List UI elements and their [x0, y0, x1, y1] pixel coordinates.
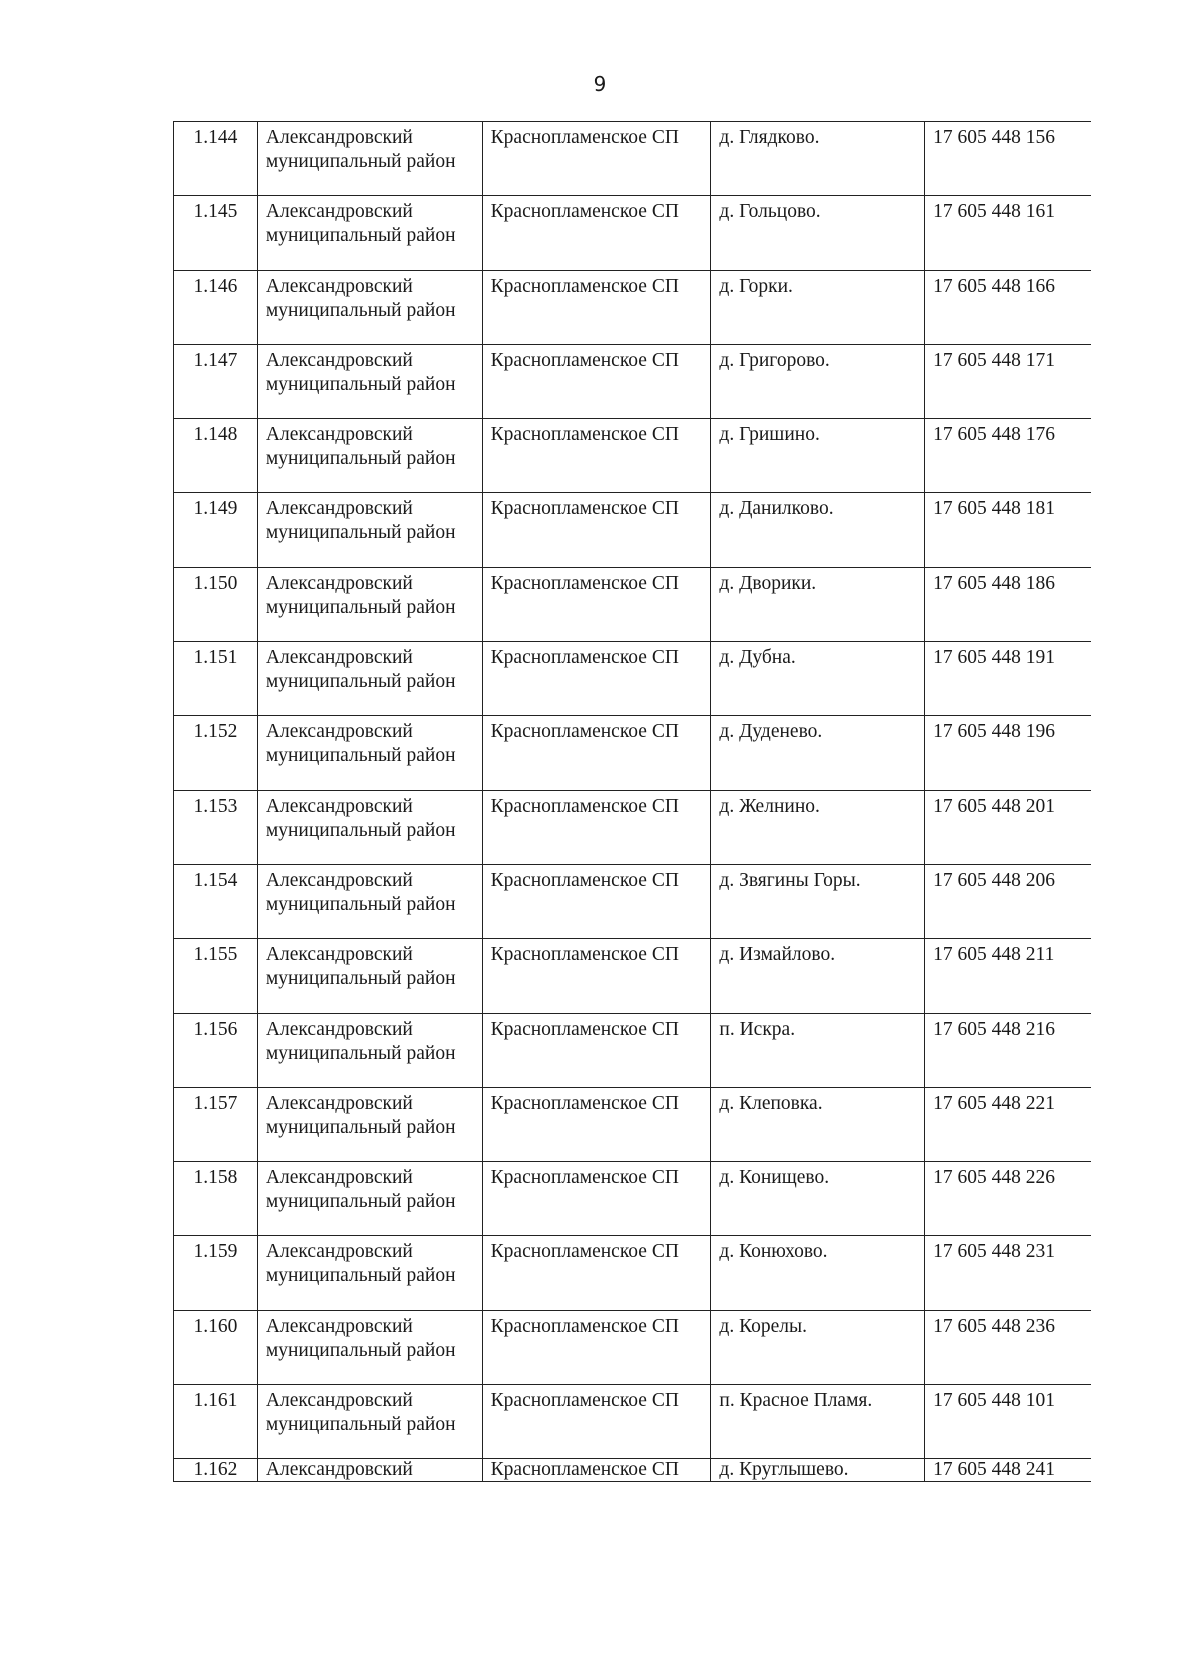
code-cell: 17 605 448 221	[933, 1092, 1056, 1114]
settlements-table	[173, 121, 1091, 1482]
row-number-cell: 1.154	[174, 865, 258, 938]
settlement-cell: Краснопламенское СП	[483, 1236, 712, 1309]
locality-cell: д. Измайлово.	[711, 939, 925, 1012]
code-cell: 17 605 448 206	[933, 869, 1056, 891]
table-row	[174, 715, 1091, 789]
settlement-cell: Краснопламенское СП	[483, 716, 712, 789]
settlement-cell: Краснопламенское СП	[483, 419, 712, 492]
municipality-cell: Александровский	[258, 1459, 483, 1481]
code-cell: 17 605 448 226	[933, 1167, 1056, 1189]
code-cell: 17 605 448 241	[933, 1459, 1056, 1481]
settlement-cell: Краснопламенское СП	[483, 1014, 712, 1087]
table-row	[174, 195, 1091, 269]
row-number-cell: 1.145	[174, 196, 258, 269]
table-row	[174, 938, 1091, 1012]
code-cell: 17 605 448 186	[933, 572, 1056, 594]
row-number-cell: 1.156	[174, 1014, 258, 1087]
row-number-cell: 1.157	[174, 1088, 258, 1161]
settlement-cell: Краснопламенское СП	[483, 271, 712, 344]
municipality-cell: Александровский муниципальный район	[258, 419, 483, 492]
code-cell: 17 605 448 191	[933, 647, 1056, 669]
municipality-cell: Александровский муниципальный район	[258, 345, 483, 418]
row-number-cell: 1.161	[174, 1385, 258, 1458]
table-row	[174, 1161, 1091, 1235]
locality-cell: д. Горки.	[711, 271, 925, 344]
table-row	[174, 864, 1091, 938]
municipality-cell: Александровский муниципальный район	[258, 1014, 483, 1087]
code-cell: 17 605 448 166	[933, 275, 1056, 297]
settlement-cell: Краснопламенское СП	[483, 493, 712, 566]
locality-cell: п. Красное Пламя.	[711, 1385, 925, 1458]
locality-cell: д. Гольцово.	[711, 196, 925, 269]
table-row	[174, 1235, 1091, 1309]
municipality-cell: Александровский муниципальный район	[258, 716, 483, 789]
municipality-cell: Александровский муниципальный район	[258, 271, 483, 344]
settlement-cell: Краснопламенское СП	[483, 791, 712, 864]
locality-cell: д. Корелы.	[711, 1311, 925, 1384]
locality-cell: д. Желнино.	[711, 791, 925, 864]
row-number-cell: 1.160	[174, 1311, 258, 1384]
settlement-cell: Краснопламенское СП	[483, 196, 712, 269]
locality-cell: д. Дуденево.	[711, 716, 925, 789]
table-row	[174, 1310, 1091, 1384]
table-row	[174, 1458, 1091, 1481]
settlement-cell: Краснопламенское СП	[483, 1385, 712, 1458]
locality-cell: д. Дворики.	[711, 568, 925, 641]
row-number-cell: 1.146	[174, 271, 258, 344]
municipality-cell: Александровский муниципальный район	[258, 791, 483, 864]
settlement-cell: Краснопламенское СП	[483, 1459, 712, 1481]
locality-cell: д. Гришино.	[711, 419, 925, 492]
code-cell: 17 605 448 211	[933, 944, 1055, 966]
municipality-cell: Александровский муниципальный район	[258, 939, 483, 1012]
locality-cell: д. Глядково.	[711, 122, 925, 195]
table-row	[174, 1087, 1091, 1161]
table-row	[174, 270, 1091, 344]
code-cell: 17 605 448 161	[933, 201, 1056, 223]
row-number-cell: 1.147	[174, 345, 258, 418]
municipality-cell: Александровский муниципальный район	[258, 642, 483, 715]
row-number-cell: 1.149	[174, 493, 258, 566]
code-cell: 17 605 448 101	[933, 1390, 1056, 1412]
locality-cell: д. Звягины Горы.	[711, 865, 925, 938]
code-cell: 17 605 448 171	[933, 349, 1056, 371]
settlement-cell: Краснопламенское СП	[483, 865, 712, 938]
settlement-cell: Краснопламенское СП	[483, 568, 712, 641]
row-number-cell: 1.153	[174, 791, 258, 864]
code-cell: 17 605 448 181	[933, 498, 1056, 520]
settlement-cell: Краснопламенское СП	[483, 1088, 712, 1161]
table-row	[174, 790, 1091, 864]
municipality-cell: Александровский муниципальный район	[258, 122, 483, 195]
row-number-cell: 1.151	[174, 642, 258, 715]
locality-cell: д. Конищево.	[711, 1162, 925, 1235]
municipality-cell: Александровский муниципальный район	[258, 1162, 483, 1235]
settlement-cell: Краснопламенское СП	[483, 1162, 712, 1235]
municipality-cell: Александровский муниципальный район	[258, 1088, 483, 1161]
settlement-cell: Краснопламенское СП	[483, 939, 712, 1012]
code-cell: 17 605 448 156	[933, 127, 1056, 148]
municipality-cell: Александровский муниципальный район	[258, 865, 483, 938]
locality-cell: д. Данилково.	[711, 493, 925, 566]
table-row	[174, 567, 1091, 641]
locality-cell: д. Дубна.	[711, 642, 925, 715]
settlement-cell: Краснопламенское СП	[483, 345, 712, 418]
table-row	[174, 121, 1091, 195]
table-row	[174, 1013, 1091, 1087]
table-row	[174, 418, 1091, 492]
locality-cell: д. Круглышево.	[711, 1459, 925, 1481]
locality-cell: д. Клеповка.	[711, 1088, 925, 1161]
code-cell: 17 605 448 201	[933, 795, 1056, 817]
table-row	[174, 641, 1091, 715]
locality-cell: д. Конюхово.	[711, 1236, 925, 1309]
municipality-cell: Александровский муниципальный район	[258, 1385, 483, 1458]
code-cell: 17 605 448 236	[933, 1315, 1056, 1337]
row-number-cell: 1.159	[174, 1236, 258, 1309]
table-row	[174, 492, 1091, 566]
municipality-cell: Александровский муниципальный район	[258, 568, 483, 641]
table-row	[174, 1384, 1091, 1458]
page-number: 9	[593, 72, 607, 96]
row-number-cell: 1.144	[174, 122, 258, 195]
table-row	[174, 344, 1091, 418]
locality-cell: п. Искра.	[711, 1014, 925, 1087]
row-number-cell: 1.155	[174, 939, 258, 1012]
municipality-cell: Александровский муниципальный район	[258, 196, 483, 269]
municipality-cell: Александровский муниципальный район	[258, 493, 483, 566]
code-cell: 17 605 448 216	[933, 1018, 1056, 1040]
settlement-cell: Краснопламенское СП	[483, 122, 712, 195]
row-number-cell: 1.148	[174, 419, 258, 492]
code-cell: 17 605 448 196	[933, 721, 1056, 743]
municipality-cell: Александровский муниципальный район	[258, 1311, 483, 1384]
locality-cell: д. Григорово.	[711, 345, 925, 418]
settlement-cell: Краснопламенское СП	[483, 642, 712, 715]
row-number-cell: 1.162	[174, 1459, 258, 1481]
settlement-cell: Краснопламенское СП	[483, 1311, 712, 1384]
code-cell: 17 605 448 176	[933, 424, 1056, 446]
code-cell: 17 605 448 231	[933, 1241, 1056, 1263]
municipality-cell: Александровский муниципальный район	[258, 1236, 483, 1309]
row-number-cell: 1.158	[174, 1162, 258, 1235]
row-number-cell: 1.152	[174, 716, 258, 789]
row-number-cell: 1.150	[174, 568, 258, 641]
